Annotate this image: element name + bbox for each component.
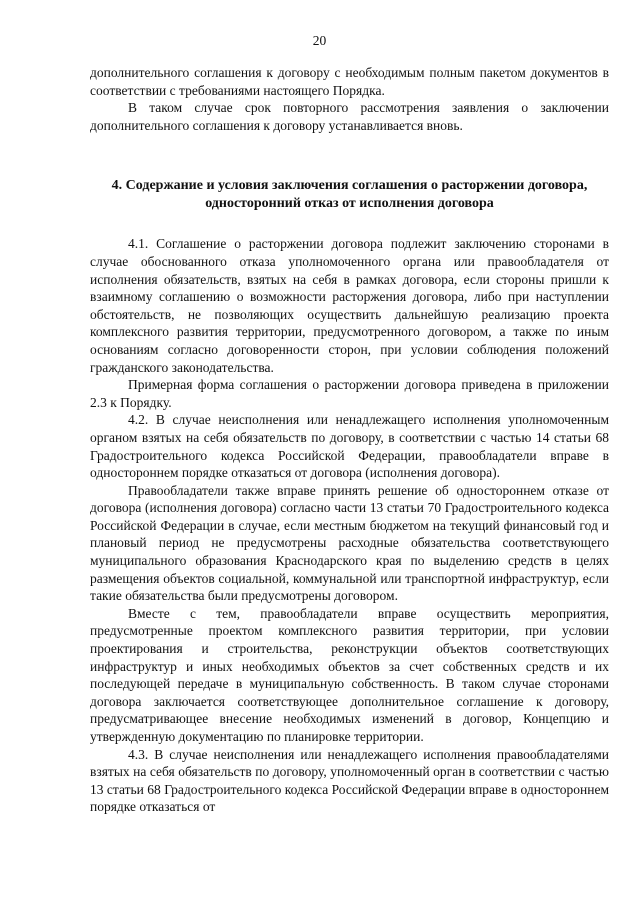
document-body xyxy=(90,64,609,816)
paragraph-sample-form: Примерная форма соглашения о расторжении договора приведена в приложении 2.3 к Порядку. xyxy=(90,377,609,410)
paragraph-intro-1: дополнительного соглашения к договору с необходимым полным пакетом документов в соответствии с требованиями настоящего Порядка. xyxy=(90,65,609,98)
paragraph-unilateral-refusal: Правообладатели также вправе принять решение об одностороннем отказе от договора (исполнения договора) согласно части 13 статьи 70 Градостроительного кодекса Российской Федерации в случае, если местным бюджетом на текущий финансовый год и плановый период не предусмотрены расходные обязательства соответствующего муниципального образования Краснодарского края по выделению средств в целях размещения объектов социальной, коммунальной или транспортной инфраструктур, если такие обязательства были предусмотрены договором. xyxy=(90,482,609,604)
paragraph-own-funds: Вместе с тем, правообладатели вправе осуществить мероприятия, предусмотренные проектом комплексного развития территории, при условии проектирования и строительства, реконструкции объектов соответствующих инфраструктур и иных необходимых объектов за счет собственных средств и их последующей передаче в муниципальную собственность. В таком случае сторонами договора заключается соответствующее дополнительное соглашение к договору, предусматривающее внесение необходимых изменений в договор, Концепцию и утвержденную документацию по планировке территории. xyxy=(90,605,609,744)
paragraph-intro-2: В таком случае срок повторного рассмотрения заявления о заключении дополнительного соглашения к договору устанавливается вновь. xyxy=(90,100,609,133)
paragraph-4-2: 4.2. В случае неисполнения или ненадлежащего исполнения уполномоченным органом взятых на себя обязательств по договору, в соответствии с частью 14 статьи 68 Градостроительного кодекса Российской Федерации, правообладатели вправе в одностороннем порядке отказаться от договора (исполнения договора). xyxy=(90,412,609,481)
page-number: 20 xyxy=(312,33,327,48)
paragraph-4-3: 4.3. В случае неисполнения или ненадлежащего исполнения правообладателями взятых на себя обязательств по договору, уполномоченный орган в соответствии с частью 13 статьи 68 Градостроительного кодекса Российской Федерации вправе в одностороннем порядке отказаться от xyxy=(90,746,609,815)
section-heading: 4. Содержание и условия заключения соглашения о расторжении договора, односторонний отказ от исполнения договора xyxy=(111,178,588,212)
paragraph-4-1: 4.1. Соглашение о расторжении договора подлежит заключению сторонами в случае обоснованного отказа уполномоченного органа или правообладателя от исполнения обязательств, взятых на себя в рамках договора, если стороны пришли к взаимному соглашению о возможности расторжения договора, либо при наступлении обстоятельств, не позволяющих осуществить дальнейшую реализацию проекта комплексного развития территории, предусмотренного договором, а также по иным основаниям согласно договоренности сторон, при условии соблюдения положений гражданского законодательства. xyxy=(90,236,609,375)
